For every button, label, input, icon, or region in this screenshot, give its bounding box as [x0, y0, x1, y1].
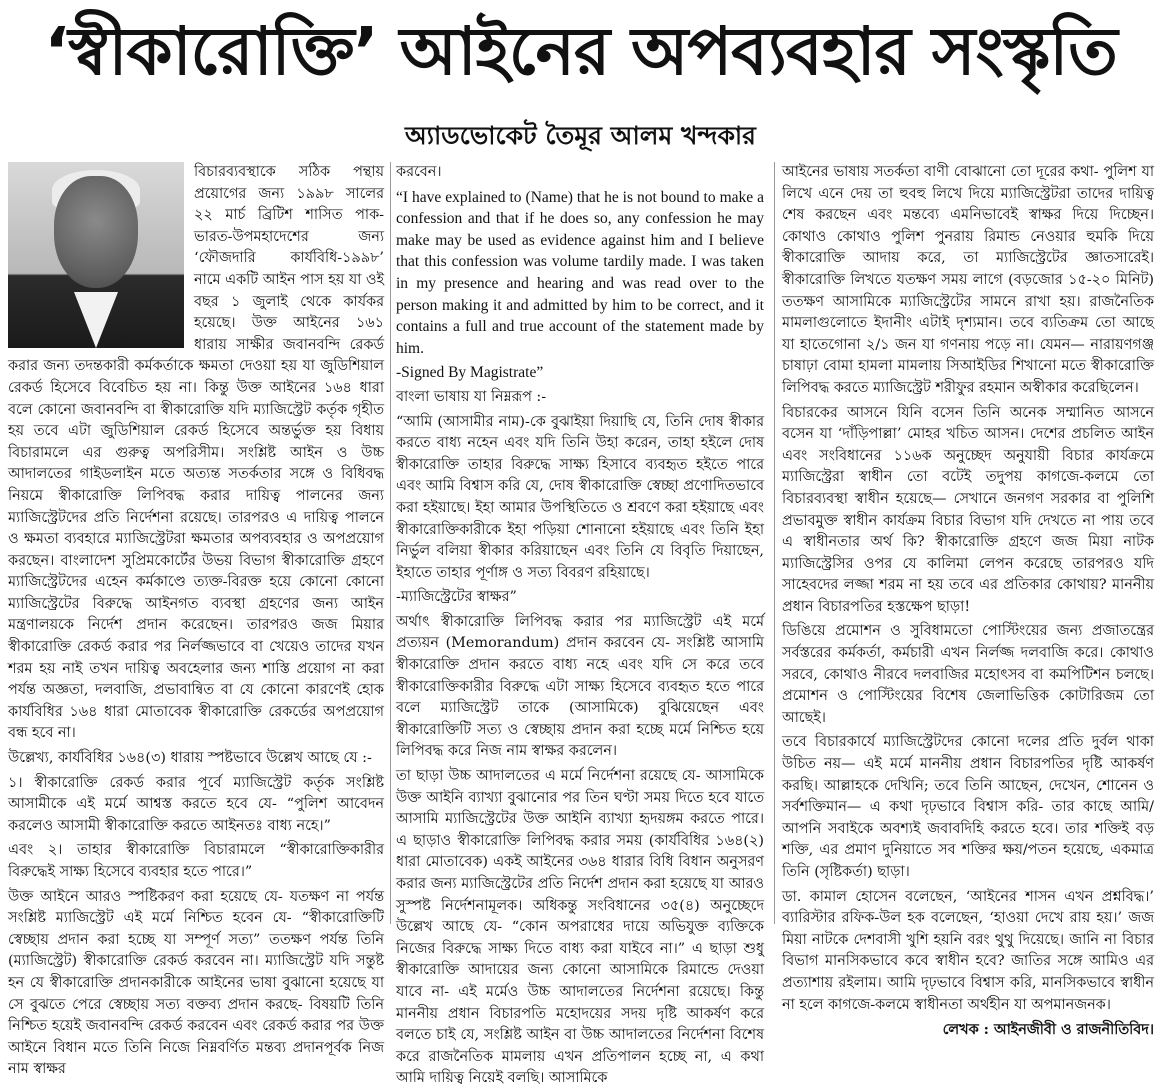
paragraph: অর্থাৎ স্বীকারোক্তি লিপিবদ্ধ করার পর ম্যাজিস্ট্রেট এই মর্মে প্রত্যয়ন (Memorandum) প্রদান করবেন যে- সংশ্লিষ্ট আসামি স্বীকারোক্তি প্রদান করতে বাধ্য নহে এবং যদি সে করে তবে স্বীকারোক্তিকারীর বিরুদ্ধে এটা সাক্ষ্য হিসেবে ব্যবহৃত হতে পারে বলে ম্যাজিস্ট্রেট তাকে (আসামিকে) বুঝিয়েছেন এবং স্বীকারোক্তিটি সত্য ও স্বেচ্ছায় প্রদান করা হচ্ছে মর্মে নিশ্চিত হয়ে লিপিবদ্ধ করে নিজ নাম স্বাক্ষর করলেন। — [396, 613, 764, 760]
paragraph: বাংলা ভাষায় যা নিম্নরূপ :- — [396, 388, 547, 405]
author-note: লেখক : আইনজীবী ও রাজনীতিবিদ। — [942, 1021, 1154, 1039]
paragraph: তবে বিচারকার্যে ম্যাজিস্ট্রেটদের কোনো দলের প্রতি দুর্বল থাকা উচিত নয়— এই মর্মে মাননীয় প্রধান বিচারপতির দৃষ্টি আকর্ষণ করছি। আল্লাহকে দেখিনি; তবে তিনি আছেন, দেখেন, শোনেন ও সর্বশক্তিমান— এ কথা দৃঢ়ভাবে বিশ্বাস করি- তার কাছে আমি/আপনি সবাইকে অবশ্যই জবাবদিহি করতে হবে। তার শক্তিই বড় শক্তি, এর প্রমাণ দুনিয়াতে সব শক্তির ক্ষয়/পতন হয়েছে, একমাত্র তিনি (সৃষ্টিকর্তা) ছাড়া। — [782, 734, 1154, 880]
paragraph: বিচারকের আসনে যিনি বসেন তিনি অনেক সম্মানিত আসনে বসেন যা ‘দাঁড়িপাল্লা’ মোহর খচিত আসন। দেশের প্রচলিত আইন এবং সংবিধানের ১১৬ক অনুচ্ছেদ অনুযায়ী বিচার কার্যক্রমে ম্যাজিস্ট্রেরা স্বাধীন তো বটেই তদুপয় কাগজে-কলমে তো বিচারব্যবস্থা স্বাধীন হয়েছে— সেখানে জনগণ সরকার বা পুলিশি প্রভাবমুক্ত স্বাধীন কার্যক্রম বিচার বিভাগ যদি দেখতে না পায় তবে এ স্বাধীনতার অর্থ কি? স্বীকারোক্তি গ্রহণে জজ মিয়া নাটক ম্যাজিস্ট্রেসির ওপর যে কালিমা লেপন করেছে তারপরও যদি সাহেবদের লজ্জা শরম না হয় তবে এর প্রতিকার কোথায়? মাননীয় প্রধান বিচারপতির হস্তক্ষেপ ছাড়া! — [782, 404, 1154, 615]
paragraph: এবং ২। তাহার স্বীকারোক্তি বিচারামলে “স্বীকারোক্তিকারীর বিরুদ্ধেই সাক্ষ্য হিসেবে ব্যবহার হতে পারে।” — [8, 842, 384, 880]
article-column-1 — [8, 162, 384, 1078]
paragraph: উল্লেখ্য, কার্যবিধির ১৬৪(৩) ধারায় স্পষ্টভাবে উল্লেখ আছে যে :- — [8, 750, 372, 767]
bengali-signature: -ম্যাজিস্ট্রেটের স্বাক্ষর” — [396, 589, 517, 606]
author-photo — [8, 162, 184, 348]
paragraph: ডিঙিয়ে প্রমোশন ও সুবিধামতো পোস্টিংয়ের জন্য প্রজাতন্ত্রের সর্বস্তরের কর্মকর্তা, কর্মচারী এখন নির্লজ্জ দলবাজি করে। কোথাও সরবে, কোথাও নীরবে দলবাজির মহোৎসব বা কমপিটিশন চলছে। প্রমোশন ও পোস্টিংয়ের বিশেষ জেলাভিত্তিক কোটারিজম তো আছেই। — [782, 623, 1154, 726]
headline: ‘স্বীকারোক্তি’ আইনের অপব্যবহার সংস্কৃতি — [44, 13, 1117, 90]
column-divider — [774, 162, 775, 924]
paragraph: বিচারব্যবস্থাকে সঠিক পন্থায় প্রয়োগের জন্য ১৯৯৮ সালের ২২ মার্চ ব্রিটিশ শাসিত পাক-ভারত-উপমহাদেশের জন্য ‘ফৌজদারি কার্যবিধি-১৯৯৮’ নামে একটি আইন পাস হয় যা ওই বছর ১ জুলাই থেকে কার্যকর হয়েছে। উক্ত আইনের ১৬১ ধারায় সাক্ষীর জবানবন্দি রেকর্ড করার জন্য তদন্তকারী কর্মকর্তাকে ক্ষমতা দেওয়া হয় যা জুডিশিয়াল রেকর্ড হিসেবে বিবেচিত হয় না। কিন্তু উক্ত আইনের ১৬৪ ধারা বলে কোনো জবানবন্দি বা স্বীকারোক্তি যদি ম্যাজিস্ট্রেট কর্তৃক গৃহীত হয় তবে এটা জুডিশিয়াল রেকর্ড হিসেবে অন্তর্ভুক্ত হয় বিধায় বিচারামলে এর গুরুত্ব অপরিসীম। সংশ্লিষ্ট আইন ও উচ্চ আদালতের গাইডলাইন মতে অত্যন্ত সতর্কতার সঙ্গে ও বিধিবদ্ধ নিয়মে স্বীকারোক্তি লিপিবদ্ধ করার দায়িত্ব পালনের জন্য ম্যাজিস্ট্রেটদের প্রতি নির্দেশনা রয়েছে। তারপরও এ দায়িত্ব পালনে ও ক্ষমতা ব্যবহারে ম্যাজিস্ট্রেটরা ক্ষমতার অপব্যবহার ও অপপ্রয়োগ করছেন। বাংলাদেশ সুপ্রিমকোর্টের উভয় বিভাগ স্বীকারোক্তি গ্রহণে ম্যাজিস্ট্রেটদের এহেন কর্মকাণ্ডে ত্যক্ত-বিরক্ত হয়ে কোনো কোনো ম্যাজিস্ট্রেটের বিরুদ্ধে আইনগত ব্যবস্থা গ্রহণের জন্য আইন মন্ত্রণালয়কে নির্দেশ প্রদান করেছেন। তারপরও জজ মিয়ার স্বীকারোক্তি রেকর্ড করার পর নির্লজ্জভাবে বা খেয়েও তাদের যখন শরম হয় নাই তখন দায়িত্ব অবহেলার জন্য শাস্তি প্রয়োগ না করা পর্যন্ত অজ্ঞতা, দলবাজি, প্রভাবান্বিত বা যে কোনো কারণেই হোক কার্যবিধির ১৬৪ ধারা মোতাবেক স্বীকারোক্তি রেকর্ডের অপপ্রয়োগ বন্ধ হবে না। — [8, 164, 384, 742]
column-divider — [390, 162, 391, 924]
paragraph: উক্ত আইনে আরও স্পষ্টিকরণ করা হয়েছে যে- যতক্ষণ না পর্যন্ত সংশ্লিষ্ট ম্যাজিস্ট্রেট এই মর্মে নিশ্চিত হবেন যে- “স্বীকারোক্তিটি স্বেচ্ছায় প্রদান করা হচ্ছে যা সম্পূর্ণ সত্য” ততক্ষণ পর্যন্ত তিনি (ম্যাজিস্ট্রেট) স্বীকারোক্তি রেকর্ড করবেন না। ম্যাজিস্ট্রেট যদি সন্তুষ্ট হন যে স্বীকারোক্তি প্রদানকারীকে আইনের ভাষা বুঝানো হয়েছে যা সে বুঝতে পেরে স্বেচ্ছায় সত্য বক্তব্য প্রদান করছে- বিষয়টি তিনি নিশ্চিত হয়েই জবানবন্দি রেকর্ড করবেন এবং রেকর্ড করার পর উক্ত আইনে বিধান মতে তিনি নিজে নিম্নবর্ণিত মন্তব্য প্রদানপূর্বক নিজ নাম স্বাক্ষর — [8, 888, 384, 1078]
paragraph: ১। স্বীকারোক্তি রেকর্ড করার পূর্বে ম্যাজিস্ট্রেট কর্তৃক সংশ্লিষ্ট আসামীকে এই মর্মে আশ্বস্ত করতে হবে যে- “পুলিশ আবেদন করলেও আসামী স্বীকারোক্তি করতে আইনতঃ বাধ্য নহে।” — [8, 774, 384, 834]
article-column-3 — [782, 162, 1154, 1039]
bengali-quote: “আমি (আসামীর নাম)-কে বুঝাইয়া দিয়াছি যে, তিনি দোষ স্বীকার করতে বাধ্য নহেন এবং যদি তিনি উহা করেন, তাহা হইলে দোষ স্বীকারোক্তি তাহার বিরুদ্ধে সাক্ষ্য হিসাবে ব্যবহৃত হইতে পারে এবং আমি বিশ্বাস করি যে, দোষ স্বীকারোক্তি স্বেচ্ছা প্রণোদিতভাবে করা হইয়াছে। ইহা আমার উপস্থিতিতে ও শ্রবণে করা হইয়াছে এবং স্বীকারোক্তিকারীকে ইহা পড়িয়া শোনানো হইয়াছে এবং তিনি ইহা নির্ভুল বলিয়া স্বীকার করিয়াছেন এবং তিনি যে বিবৃতি দিয়াছেন, ইহাতে তাহার পূর্ণাঙ্গ ও সত্য বিবরণ রহিয়াছে। — [396, 413, 764, 581]
article-column-2 — [396, 162, 764, 1087]
english-quote: “I have explained to (Name) that he is not bound to make a confession and that if he does so, any confession he may make may be used as evidence against him and I believe that this confession was volume tardily made. I was taken in my presence and hearing and was read over to the person making it and admitted by him to be correct, and it contains a full and true account of the statement made by him. — [396, 188, 764, 357]
paragraph: করবেন। — [396, 164, 442, 180]
english-signature: -Signed By Magistrate” — [396, 364, 544, 382]
paragraph: ডা. কামাল হোসেন বলেছেন, ‘আইনের শাসন এখন প্রশ্নবিদ্ধ।’ ব্যারিস্টার রফিক-উল হক বলেছেন, ‘হাওয়া দেখে রায় হয়।’ জজ মিয়া নাটকে দেশবাসী খুশি হয়নি বরং থুথু দিয়েছে। জানি না বিচার বিভাগ মানসিকভাবে কবে স্বাধীন হবে? জাতির সঙ্গে আমিও এর প্রত্যাশায় রইলাম। আমি দৃঢ়ভাবে বিশ্বাস করি, মানসিকভাবে স্বাধীন না হলে কাগজে-কলমে স্বাধীনতা অর্থহীন যা অপমানজনক। — [782, 888, 1154, 1013]
paragraph: তা ছাড়া উচ্চ আদালতের এ মর্মে নির্দেশনা রয়েছে যে- আসামিকে উক্ত আইনি ব্যাখ্যা বুঝানোর পর তিন ঘণ্টা সময় দিতে হবে যাতে আসামি ম্যাজিস্ট্রেটের উক্ত আইনি ব্যাখ্যা হৃদয়ঙ্গম করতে পারে। এ ছাড়াও স্বীকারোক্তি লিপিবদ্ধ করার সময় (কার্যবিধির ১৬৪(২) ধারা মোতাবেক) একই আইনের ৩৬৪ ধারার বিধি বিধান অনুসরণ করার জন্য ম্যাজিস্ট্রেটের প্রতি নির্দেশ প্রদান করা হয়েছে যা আরও সুস্পষ্ট নির্দেশনামূলক। অধিকন্তু সংবিধানের ৩৫(৪) অনুচ্ছেদে উল্লেখ আছে যে- “কোন অপরাধের দায়ে অভিযুক্ত ব্যক্তিকে নিজের বিরুদ্ধে সাক্ষ্য দিতে বাধ্য করা যাইবে না।” এ ছাড়া শুধু স্বীকারোক্তি আদায়ের জন্য কোনো আসামিকে রিমান্ডে দেওয়া যাবে না- এই মর্মেও উচ্চ আদালতের নির্দেশনা রয়েছে। কিন্তু মাননীয় প্রধান বিচারপতি মহোদয়ের সদয় দৃষ্টি আকর্ষণ করে বলতে চাই যে, সংশ্লিষ্ট আইন বা উচ্চ আদালতের নির্দেশনা বিশেষ করে রাজনৈতিক মামলায় এখন প্রতিপালন হচ্ছে না, এ কথা আমি দায়িত্ব নিয়েই বলছি। আসামিকে — [396, 768, 764, 1087]
paragraph: আইনের ভাষায় সতর্কতা বাণী বোঝানো তো দূরের কথা- পুলিশ যা লিখে এনে দেয় তা হুবহু লিখে দিয়ে ম্যাজিস্ট্রেটরা তাদের দায়িত্ব শেষ করছেন এবং মন্তব্যে এমনিভাবেই স্বাক্ষর দিয়ে দিচ্ছেন। কোথাও কোথাও পুলিশ পুনরায় রিমান্ড নেওয়ার হুমকি দিয়ে স্বীকারোক্তি আদায় করে, তা ম্যাজিস্ট্রেটের জ্ঞাতসারেই। স্বীকারোক্তি লিখতে যতক্ষণ সময় লাগে (বড়জোর ১৫-২০ মিনিট) ততক্ষণ আসামিকে ম্যাজিস্ট্রেটের সামনে রাখা হয়। রাজনৈতিক মামলাগুলোতে ইদানীং এটাই দৃশ্যমান। তবে ব্যতিক্রম তো আছে যা হাতেগোনা ২/১ জন যা গণনায় পড়ে না। যেমন— নারায়ণগঞ্জ চাষাঢ়া বোমা হামলা মামলায় সিআইডির শিখানো মতে স্বীকারোক্তি লিপিবদ্ধ করতে ম্যাজিস্ট্রেট শরীফুর রহমান অস্বীকার করেছিলেন। — [782, 164, 1154, 396]
byline: অ্যাডভোকেট তৈমূর আলম খন্দকার — [405, 121, 756, 150]
